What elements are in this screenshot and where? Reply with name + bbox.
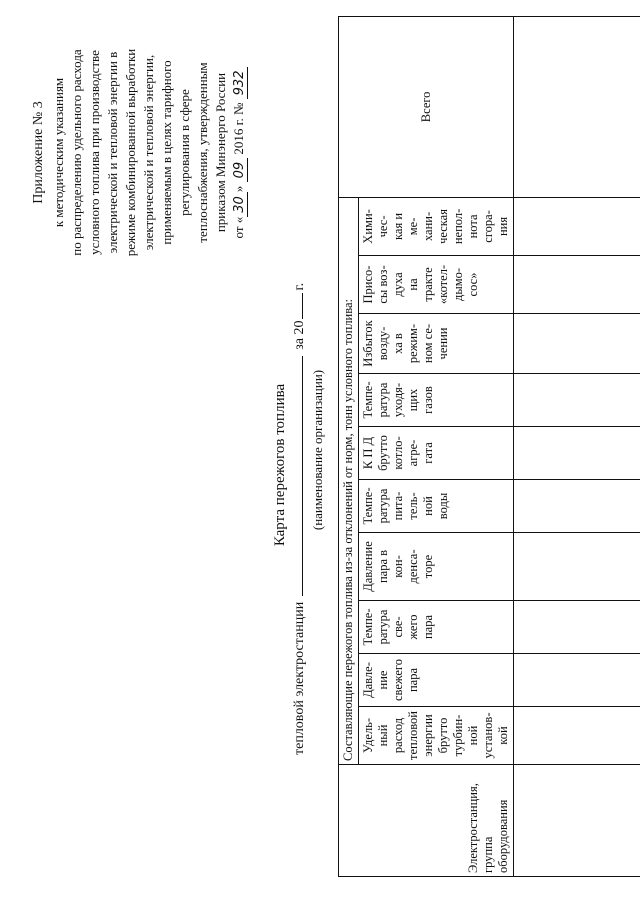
column-header [359, 533, 514, 601]
appendix-line: регулирования в сфере [177, 89, 192, 216]
appendix-line: электрической и тепловой энергии в [105, 51, 120, 254]
table-cell[interactable] [514, 480, 640, 533]
column-header-text: духа [391, 272, 405, 297]
table-cell[interactable] [514, 601, 640, 654]
table-cell[interactable] [514, 16, 640, 197]
table-cell[interactable] [514, 374, 640, 427]
column-header-text: ном се- [421, 323, 435, 364]
column-header-text: тепловой [406, 711, 420, 760]
column-header-text: Присо- [361, 265, 375, 304]
column-header-text: ратура [376, 488, 390, 524]
column-header-text: Хими- [361, 209, 375, 244]
column-header-text: Удель- [361, 717, 375, 754]
appendix-line: по распределению удельного расхода [69, 49, 84, 256]
table-cell[interactable] [514, 256, 640, 314]
column-header-text: кая и [391, 212, 405, 240]
column-header-text: пара в [376, 549, 390, 584]
year-suffix: г. [292, 282, 307, 291]
column-header-text: агре- [406, 439, 420, 467]
appendix-date [230, 25, 249, 280]
column-header-text: гата [421, 442, 435, 464]
date-day: 30 [232, 192, 248, 217]
column-header-text: свежего [391, 659, 405, 702]
appendix-header [30, 25, 249, 280]
header-text: Электростанция, [466, 783, 480, 873]
column-header-text: чес- [376, 215, 390, 238]
table-cell[interactable] [514, 707, 640, 765]
group-header: Составляющие пережогов топлива из-за отклонений от норм, тонн условного топлива: [339, 197, 359, 764]
column-header-text: Темпе- [361, 381, 375, 419]
appendix-line: условного топлива при производстве [87, 50, 102, 255]
column-header-text: сгора- [481, 210, 495, 243]
column-header [359, 427, 514, 480]
column-header-text: ческая [436, 209, 450, 244]
column-header-text: ный [376, 724, 390, 747]
column-header-text: торе [421, 554, 435, 579]
column-header-text: сос» [466, 272, 480, 297]
org-note: (наименование организации) [310, 369, 325, 531]
date-sep: » [231, 185, 246, 193]
station-column-header [339, 765, 514, 877]
table-cell[interactable] [514, 654, 640, 707]
column-header-text: ной [421, 496, 435, 516]
column-header [359, 314, 514, 374]
column-header-text: газов [421, 386, 435, 414]
table-cell[interactable] [514, 765, 640, 877]
column-header-text: ние [376, 670, 390, 690]
date-prefix: от « [231, 216, 246, 239]
column-header-text: дымо- [451, 267, 465, 302]
table-cell[interactable] [514, 197, 640, 255]
column-header-text: котло- [391, 436, 405, 470]
page-title: Карта пережогов топлива [272, 383, 288, 547]
column-header-text: пита- [391, 491, 405, 521]
appendix-line: электрической и тепловой энергии, [141, 54, 156, 251]
column-header-text: установ- [481, 712, 495, 759]
column-header-text: брутто [436, 717, 450, 754]
column-header-text: уходя- [391, 382, 405, 418]
date-year: 2016 г. № [231, 102, 246, 155]
column-header-text: Темпе- [361, 608, 375, 646]
column-header-text: непол- [451, 208, 465, 245]
column-header-text: кон- [391, 555, 405, 578]
column-header-text: щих [406, 388, 420, 412]
column-header-text: денса- [406, 549, 420, 584]
table-row [514, 16, 640, 876]
column-header-text: К П Д [361, 436, 375, 470]
appendix-line: режиме комбинированной выработки [123, 48, 138, 257]
appendix-line: к методическим указаниям [51, 77, 66, 228]
column-header-text: воды [436, 492, 450, 520]
column-header-text: тель- [406, 492, 420, 520]
column-header [359, 601, 514, 654]
appendix-line: применяемым в целях тарифного [159, 60, 174, 245]
fuel-overspend-table [338, 16, 640, 877]
column-header-text: Темпе- [361, 487, 375, 525]
column-header [359, 256, 514, 314]
date-month: 09 [232, 158, 248, 183]
column-header-text: ха в [391, 333, 405, 354]
table-cell[interactable] [514, 427, 640, 480]
column-header-text: ной [466, 725, 480, 746]
column-header [359, 197, 514, 255]
appendix-line: приказом Минэнерго России [213, 72, 228, 233]
column-header-text: энергии [421, 714, 435, 757]
column-header-text: «котел- [436, 264, 450, 305]
year-blank [302, 293, 303, 319]
column-header-text: жего [406, 614, 420, 640]
year-prefix: за 20 [292, 320, 307, 350]
column-header-text: сы воз- [376, 265, 390, 304]
column-header-text: Давление [361, 541, 375, 592]
column-header-text: пара [406, 667, 420, 693]
column-header [359, 374, 514, 427]
appendix-number: Приложение № 3 [31, 101, 46, 204]
column-header-text: хани- [421, 211, 435, 242]
org-label: тепловой электростанции [292, 601, 307, 755]
column-header-text: пара [421, 614, 435, 640]
column-header-text: нота [466, 214, 480, 239]
column-header-text: на [406, 278, 420, 291]
org-name-blank [302, 356, 303, 596]
column-header-text: возду- [376, 326, 390, 361]
column-header-text: брутто [376, 435, 390, 471]
appendix-line: теплоснабжения, утвержденным [195, 62, 210, 243]
column-header-text: ратура [376, 609, 390, 645]
column-header-text: ния [496, 216, 510, 237]
header-text: группа [481, 836, 495, 873]
column-header-text: тракте [421, 267, 435, 302]
column-header-text: чении [436, 327, 450, 360]
column-header-text: Давле- [361, 662, 375, 698]
table-cell[interactable] [514, 533, 640, 601]
column-header [359, 480, 514, 533]
column-header-text: ме- [406, 217, 420, 236]
column-header-text: расход [391, 717, 405, 754]
total-column-header: Всего [339, 16, 514, 197]
organization-line [292, 155, 308, 755]
table-cell[interactable] [514, 314, 640, 374]
column-header-text: ратура [376, 382, 390, 418]
column-header-text: све- [391, 616, 405, 638]
column-header-text: турбин- [451, 714, 465, 757]
column-header [359, 707, 514, 765]
column-header-text: режим- [406, 323, 420, 364]
column-header [359, 654, 514, 707]
column-header-text: кой [496, 726, 510, 745]
order-number: 932 [232, 67, 248, 100]
column-header-text: Избыток [361, 320, 375, 367]
header-text: оборудования [496, 799, 510, 873]
